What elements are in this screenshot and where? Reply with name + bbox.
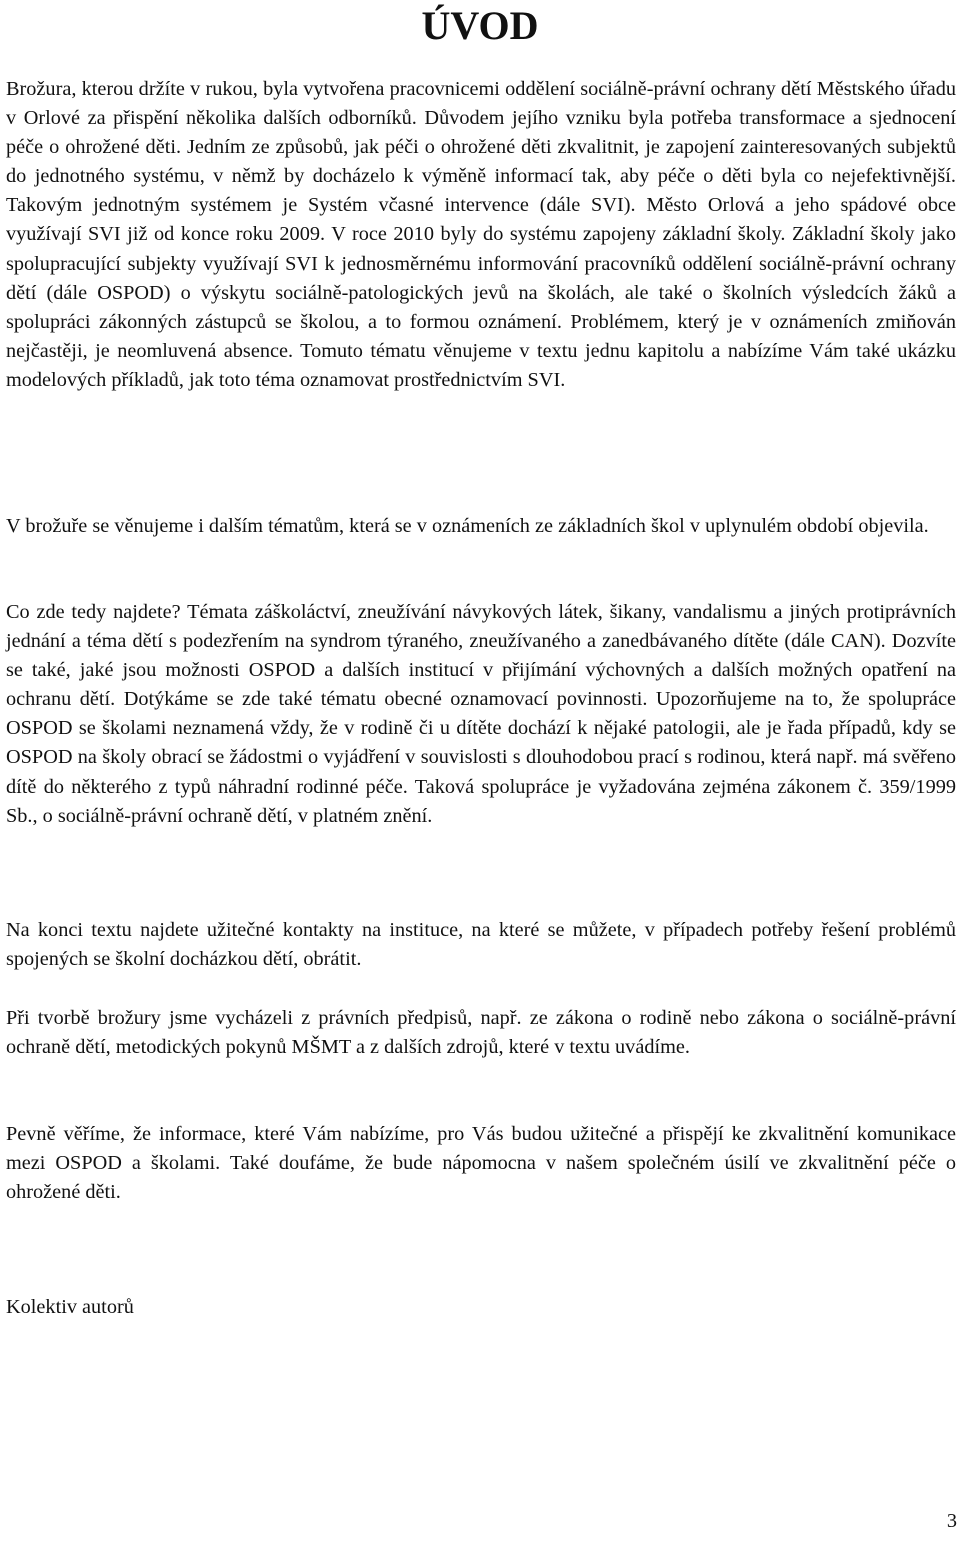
page-title: ÚVOD — [421, 3, 539, 48]
page-number: 3 — [946, 1510, 957, 1532]
paragraph-text: Na konci textu najdete užitečné kontakty na instituce, na které se můžete, v případech potřeby řešení problémů spojených se školní docházkou dětí, obrátit. — [6, 919, 956, 971]
paragraph-text: Pevně věříme, že informace, které Vám nabízíme, pro Vás budou užitečné a přispějí ke zkvalitnění komunikace mezi OSPOD a školami. Také doufáme, že bude nápomocna v našem společném úsilí ve zkvalitnění péče o ohrožené děti. — [6, 1123, 956, 1204]
paragraph-other-topics — [6, 512, 956, 541]
paragraph-introduction — [6, 75, 956, 395]
paragraph-sources — [6, 1004, 956, 1062]
paragraph-contents-overview — [6, 598, 956, 831]
paragraph-text: Co zde tedy najdete? Témata záškoláctví, zneužívání návykových látek, šikany, vandalismu a jiných protiprávních jednání a téma dětí s podezřením na syndrom týraného, zneužívaného a zanedbávaného dítěte (dále CAN). Dozvíte se také, jaké jsou možnosti OSPOD a dalších institucí v přijímání výchovných a dalších možných opatření na ochranu dětí. Dotýkáme se zde také tématu obecné oznamovací povinnosti. Upozorňujeme na to, že spolupráce OSPOD se školami neznamená vždy, že v rodině či u dítěte dochází k nějaké patologii, ale je řada případů, kdy se OSPOD na školy obrací se žádostmi o vyjádření v souvislosti s dlouhodobou prací s rodinou, která např. má svěřeno dítě do některého z typů náhradní rodinné péče. Taková spolupráce je vyžadována zejména zákonem č. 359/1999 Sb., o sociálně-právní ochraně dětí, v platném znění. — [6, 601, 956, 827]
paragraph-text: Při tvorbě brožury jsme vycházeli z právních předpisů, např. ze zákona o rodině nebo zákona o sociálně-právní ochraně dětí, metodických pokynů MŠMT a z dalších zdrojů, které v textu uvádíme. — [6, 1007, 956, 1059]
paragraph-contacts — [6, 916, 956, 974]
signature: Kolektiv autorů — [6, 1296, 134, 1318]
paragraph-text: V brožuře se věnujeme i dalším tématům, která se v oznámeních ze základních škol v uplynulém období objevila. — [6, 515, 929, 537]
paragraph-text: Brožura, kterou držíte v rukou, byla vytvořena pracovnicemi oddělení sociálně-právní ochrany dětí Městského úřadu v Orlové za přispění několika dalších odborníků. Důvodem jejího vzniku byla potřeba transformace a sjednocení péče o ohrožené děti. Jedním ze způsobů, jak péči o ohrožené děti zkvalitnit, je zapojení zainteresovaných subjektů do jednotného systému, v němž by docházelo k výměně informací tak, aby péče o děti byla co nejefektivnější. Takovým jednotným systémem je Systém včasné intervence (dále SVI). Město Orlová a jeho spádové obce využívají SVI již od konce roku 2009. V roce 2010 byly do systému zapojeny základní školy. Základní školy jako spolupracující subjekty využívají SVI k jednosměrnému informování pracovníků oddělení sociálně-právní ochrany dětí (dále OSPOD) o výskytu sociálně-patologických jevů na školách, ale také o školních výsledcích žáků a spolupráci zákonných zástupců se školou, a to formou oznámení. Problémem, který je v oznámeních zmiňován nejčastěji, je neomluvená absence. Tomuto tématu věnujeme v textu jednu kapitolu a nabízíme Vám také ukázku modelových příkladů, jak toto téma oznamovat prostřednictvím SVI. — [6, 78, 956, 391]
paragraph-closing — [6, 1120, 956, 1207]
